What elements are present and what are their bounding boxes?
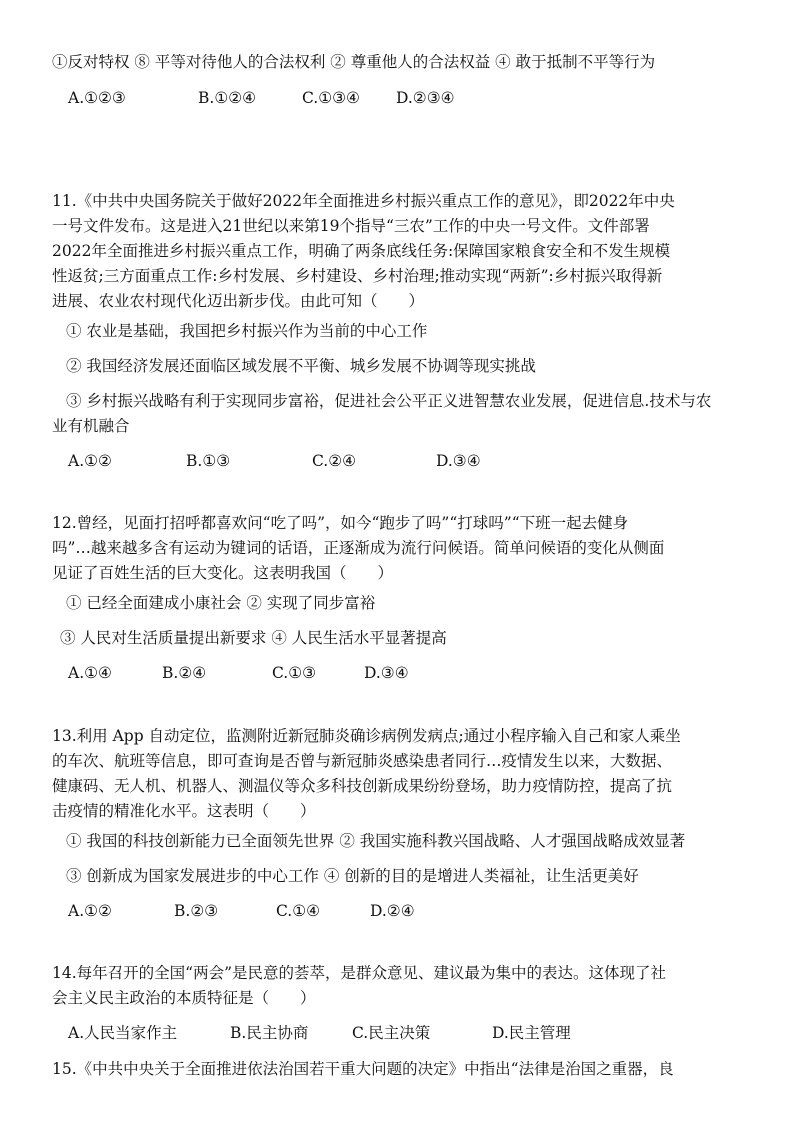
text-line: 会主义民主政治的本质特征是（ ）: [52, 989, 316, 1007]
text-line: ② 我国经济发展还面临区域发展不平衡、城乡发展不协调等现实挑战: [66, 357, 536, 375]
text-line: ①反对特权 ⑧ 平等对待他人的合法权利 ② 尊重他人的合法权益 ④ 敢于抵制不平等行为: [52, 53, 656, 71]
answer-option: B.②④: [162, 664, 207, 682]
text-line: 进展、农业农村现代化迈出新步伐。由此可知（ ）: [52, 292, 425, 310]
answer-option: D.民主管理: [492, 1024, 571, 1042]
answer-option: B.①②④: [198, 89, 257, 107]
answer-option: B.民主协商: [230, 1024, 309, 1042]
text-line: ① 我国的科技创新能力已全面领先世界 ② 我国实施科教兴国战略、人才强国战略成效显著: [66, 832, 686, 850]
text-line: 业有机融合: [52, 417, 130, 435]
text-line: 2022年全面推进乡村振兴重点工作，明确了两条底线任务:保障国家粮食安全和不发生规模: [52, 242, 671, 260]
answer-option: C.①③④: [302, 89, 360, 107]
text-line: 12.曾经，见面打招呼都喜欢问“吃了吗”，如今“跑步了吗”“打球吗”“下班一起去健身: [52, 514, 629, 532]
text-line: 15.《中共中央关于全面推进依法治国若干重大问题的决定》中指出“法律是治国之重器，良: [52, 1060, 674, 1078]
text-line: 的车次、航班等信息，即可查询是否曾与新冠肺炎感染患者同行…疫情发生以来，大数据、: [52, 752, 673, 770]
text-line: 性返贫;三方面重点工作:乡村发展、乡村建设、乡村治理;推动实现“两新”:乡村振兴取得新: [52, 267, 663, 285]
answer-option: C.民主决策: [352, 1024, 431, 1042]
text-line: ① 已经全面建成小康社会 ② 实现了同步富裕: [66, 594, 376, 612]
text-line: 击疫情的精准化水平。这表明（ ）: [52, 802, 316, 820]
answer-option: C.①③: [272, 664, 317, 682]
answer-option: D.③④: [364, 664, 409, 682]
text-line: ③ 人民对生活质量提出新要求 ④ 人民生活水平显著提高: [60, 629, 447, 647]
answer-option: A.①②③: [68, 89, 126, 107]
answer-option: A.①②: [68, 902, 112, 920]
answer-option: D.②③④: [396, 89, 455, 107]
answer-option: C.①④: [276, 902, 321, 920]
text-line: ③ 乡村振兴战略有利于实现同步富裕，促进社会公平正义进智慧农业发展，促进信息.技术与农: [66, 392, 712, 410]
answer-option: A.①②: [68, 452, 112, 470]
text-line: 14.每年召开的全国“两会”是民意的荟萃，是群众意见、建议最为集中的表达。这体现了社: [52, 964, 667, 982]
answer-option: B.①③: [186, 452, 231, 470]
text-line: 吗”…越来越多含有运动为键词的话语，正逐渐成为流行问候语。简单问候语的变化从侧面: [52, 539, 665, 557]
answer-option: D.②④: [370, 902, 415, 920]
text-line: ① 农业是基础，我国把乡村振兴作为当前的中心工作: [66, 322, 428, 340]
answer-option: A.人民当家作主: [68, 1024, 178, 1042]
answer-option: A.①④: [68, 664, 112, 682]
answer-option: C.②④: [312, 452, 357, 470]
text-line: 11.《中共中央国务院关于做好2022年全面推进乡村振兴重点工作的意见》，即2022年中央: [52, 192, 675, 210]
answer-option: B.②③: [174, 902, 219, 920]
text-line: 一号文件发布。这是进入21世纪以来第19个指导“三农”工作的中央一号文件。文件部署: [52, 217, 650, 235]
text-line: 13.利用 App 自动定位，监测附近新冠肺炎确诊病例发病点;通过小程序输入自己和家人乘坐: [52, 727, 681, 745]
text-line: 健康码、无人机、机器人、测温仪等众多科技创新成果纷纷登场，助力疫情防控，提高了抗: [52, 777, 673, 795]
text-line: ③ 创新成为国家发展进步的中心工作 ④ 创新的目的是增进人类福祉，让生活更美好: [66, 867, 639, 885]
text-line: 见证了百姓生活的巨大变化。这表明我国（ ）: [52, 564, 394, 582]
answer-option: D.③④: [436, 452, 481, 470]
